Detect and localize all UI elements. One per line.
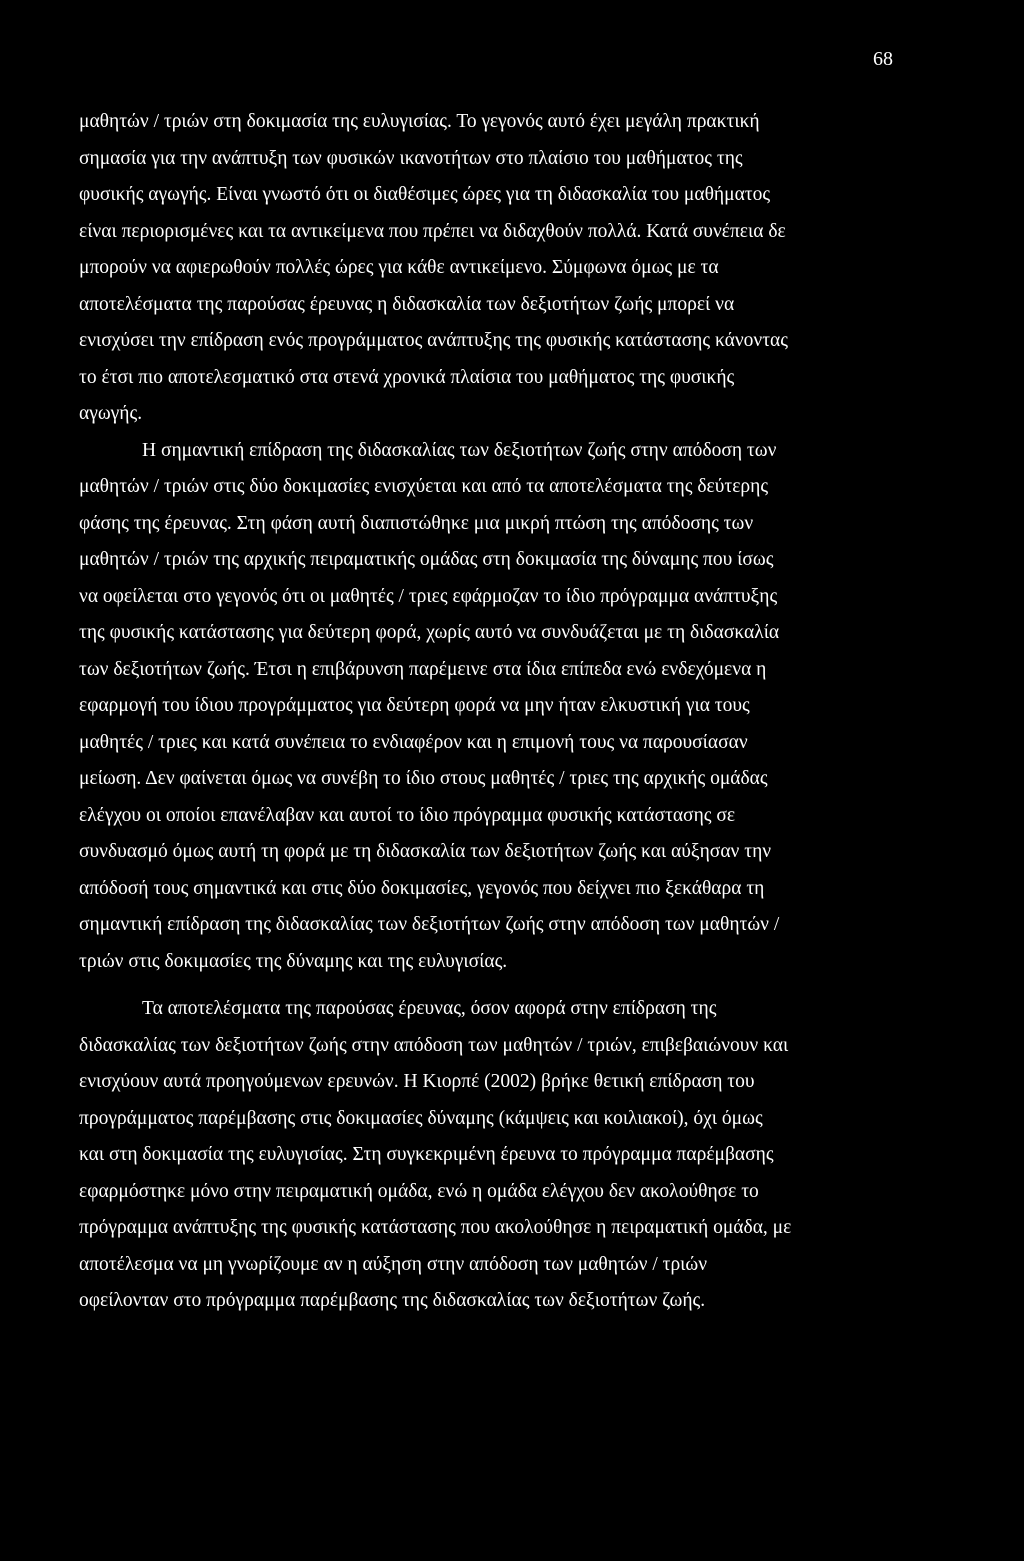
text-line: μαθητών / τριών στη δοκιμασία της ευλυγισίας. Το γεγονός αυτό έχει μεγάλη πρακτική (79, 111, 760, 132)
text-line: ενισχύσει την επίδραση ενός προγράμματος ανάπτυξης της φυσικής κατάστασης κάνοντας (79, 330, 788, 351)
text-line: το έτσι πιο αποτελεσματικό στα στενά χρονικά πλαίσια του μαθήματος της φυσικής (79, 366, 735, 388)
text-line: πρόγραμμα ανάπτυξης της φυσικής κατάστασης που ακολούθησε η πειραματική ομάδα, με (79, 1217, 792, 1238)
text-line: και στη δοκιμασία της ευλυγισίας. Στη συγκεκριμένη έρευνα το πρόγραμμα παρέμβασης (79, 1144, 774, 1165)
text-line: είναι περιορισμένες και τα αντικείμενα που πρέπει να διδαχθούν πολλά. Κατά συνέπεια δε (79, 220, 786, 242)
paragraph-start-line: Η σημαντική επίδραση της διδασκαλίας των δεξιοτήτων ζωής στην απόδοση των (142, 439, 777, 461)
text-line: μαθητών / τριών της αρχικής πειραματικής ομάδας στη δοκιμασία της δύναμης που ίσως (79, 549, 774, 570)
text-line: συνδυασμό όμως αυτή τη φορά με τη διδασκαλία των δεξιοτήτων ζωής και αύξησαν την (79, 841, 772, 862)
text-line: διδασκαλίας των δεξιοτήτων ζωής στην απόδοση των μαθητών / τριών, επιβεβαιώνουν και (79, 1034, 789, 1056)
text-line: αποτελέσματα της παρούσας έρευνας η διδασκαλία των δεξιοτήτων ζωής μπορεί να (79, 293, 735, 315)
text-line: της φυσικής κατάστασης για δεύτερη φορά, χωρίς αυτό να συνδυάζεται με τη διδασκαλία (79, 622, 780, 643)
text-line: αποτέλεσμα να μη γνωρίζουμε αν η αύξηση στην απόδοση των μαθητών / τριών (79, 1253, 708, 1275)
text-line: εφαρμογή του ίδιου προγράμματος για δεύτερη φορά να μην ήταν ελκυστική για τους (79, 695, 750, 716)
paragraph-gap (79, 980, 909, 991)
text-line: να οφείλεται στο γεγονός ότι οι μαθητές / τριες εφάρμοζαν το ίδιο πρόγραμμα ανάπτυξης (79, 585, 778, 607)
paragraph-start-line: Τα αποτελέσματα της παρούσας έρευνας, όσον αφορά στην επίδραση της (142, 998, 717, 1019)
text-line: τριών στις δοκιμασίες της δύναμης και της ευλυγισίας. (79, 950, 508, 972)
text-line: απόδοσή τους σημαντικά και στις δύο δοκιμασίες, γεγονός που δείχνει πιο ξεκάθαρα τη (79, 877, 765, 899)
body-text (79, 104, 909, 1320)
text-line: ενισχύουν αυτά προηγούμενων ερευνών. Η Κιορπέ (2002) βρήκε θετική επίδραση του (79, 1071, 755, 1092)
text-line: προγράμματος παρέμβασης στις δοκιμασίες δύναμης (κάμψεις και κοιλιακοί), όχι όμως (79, 1107, 763, 1129)
text-line: οφείλονταν στο πρόγραμμα παρέμβασης της διδασκαλίας των δεξιοτήτων ζωής. (79, 1290, 706, 1311)
text-line: φάσης της έρευνας. Στη φάση αυτή διαπιστώθηκε μια μικρή πτώση της απόδοσης των (79, 512, 754, 534)
text-line: μαθητές / τριες και κατά συνέπεια το ενδιαφέρον και η επιμονή τους να παρουσίασαν (79, 731, 748, 753)
text-line: σημαντική επίδραση της διδασκαλίας των δεξιοτήτων ζωής στην απόδοση των μαθητών / (79, 914, 780, 935)
text-line: των δεξιοτήτων ζωής. Έτσι η επιβάρυνση παρέμεινε στα ίδια επίπεδα ενώ ενδεχόμενα η (79, 658, 767, 680)
text-line: μπορούν να αφιερωθούν πολλές ώρες για κάθε αντικείμενο. Σύμφωνα όμως με τα (79, 257, 719, 278)
text-line: σημασία για την ανάπτυξη των φυσικών ικανοτήτων στο πλαίσιο του μαθήματος της (79, 147, 743, 169)
text-line: φυσικής αγωγής. Είναι γνωστό ότι οι διαθέσιμες ώρες για τη διδασκαλία του μαθήματος (79, 184, 771, 205)
text-line: εφαρμόστηκε μόνο στην πειραματική ομάδα, ενώ η ομάδα ελέγχου δεν ακολούθησε το (79, 1180, 759, 1202)
page-number: 68 (873, 48, 893, 70)
text-line: ελέγχου οι οποίοι επανέλαβαν και αυτοί το ίδιο πρόγραμμα φυσικής κατάστασης σε (79, 804, 736, 826)
text-line: αγωγής. (79, 403, 143, 424)
text-line: μαθητών / τριών στις δύο δοκιμασίες ενισχύεται και από τα αποτελέσματα της δεύτερης (79, 476, 769, 497)
text-line: μείωση. Δεν φαίνεται όμως να συνέβη το ίδιο στους μαθητές / τριες της αρχικής ομάδας (79, 768, 768, 789)
